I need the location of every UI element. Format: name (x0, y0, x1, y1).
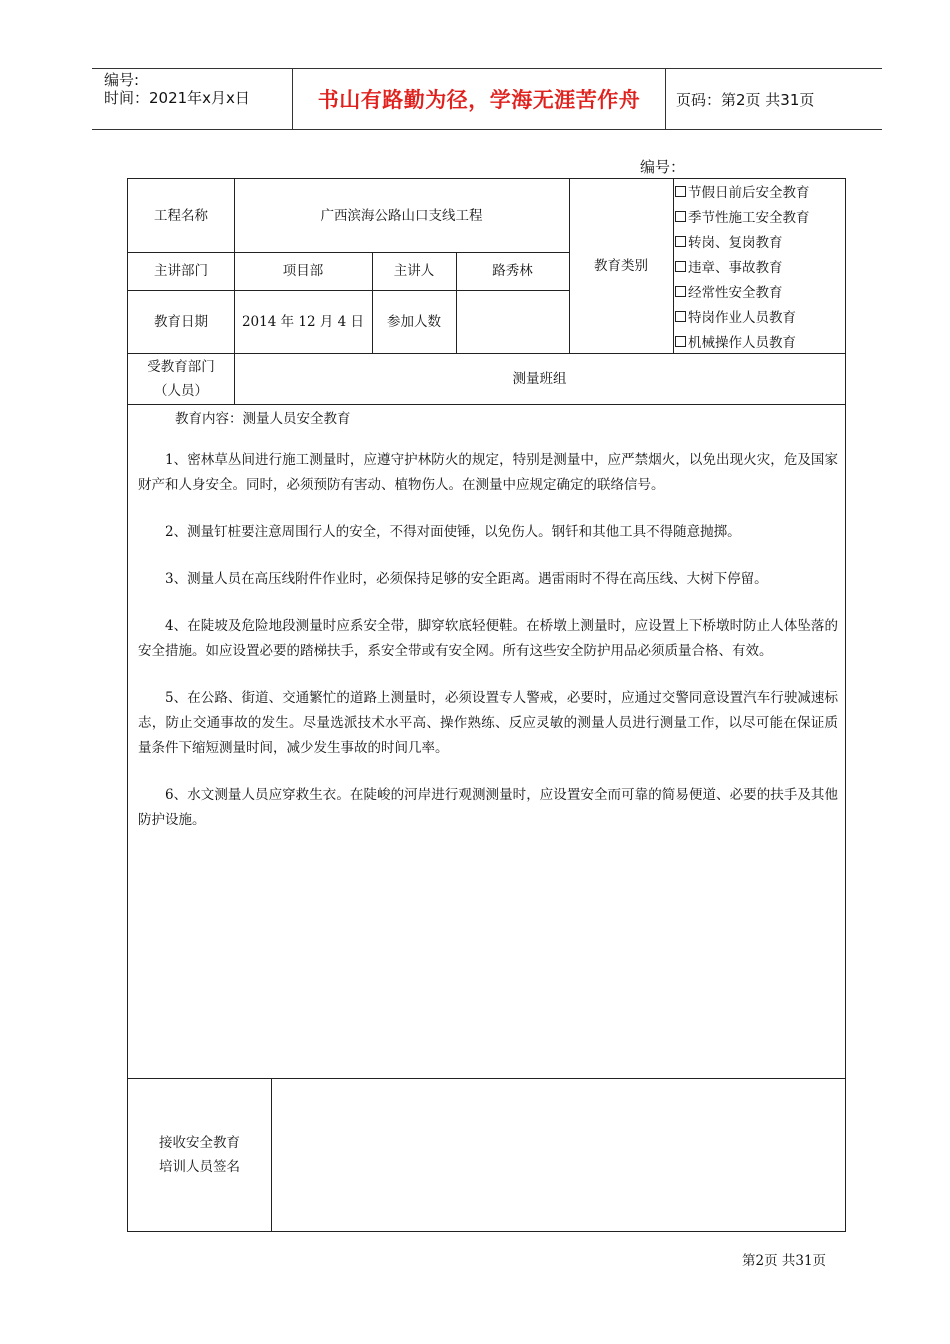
checkbox-icon[interactable] (675, 186, 686, 197)
lecturer-value: 路秀林 (492, 263, 533, 279)
grid-line (128, 404, 845, 405)
header-page-label: 页码：第2页 共31页 (676, 90, 815, 109)
trainee-department-label-line1: 受教育部门 (147, 358, 215, 375)
content-item: 1、密林草丛间进行施工测量时，应遵守护林防火的规定，特别是测量中，应严禁烟火，以免出现火灾，危及国家财产和人身安全。同时，必须预防有害动、植物伤人。在测量中应规定确定的联络信号。 (138, 452, 838, 493)
category-option-label: 经常性安全教育 (688, 285, 783, 301)
content-item: 2、测量钉桩要注意周围行人的安全，不得对面使锤，以免伤人。钢钎和其他工具不得随意抛掷。 (165, 524, 741, 540)
education-date-value: 2014 年 12 月 4 日 (241, 313, 365, 330)
header-meta (92, 69, 293, 129)
time-label: 时间：2021年x月x日 (104, 89, 250, 107)
signature-label-line2: 培训人员签名 (159, 1158, 240, 1175)
trainee-department-value: 测量班组 (512, 370, 567, 387)
category-option[interactable] (675, 281, 845, 306)
safety-education-form (127, 178, 846, 1232)
footer-page-label: 第2页 共31页 (742, 1253, 827, 1269)
header-motto-cell (293, 69, 666, 129)
checkbox-icon[interactable] (675, 286, 686, 297)
category-option-label: 违章、事故教育 (688, 260, 783, 276)
grid-line (673, 179, 674, 353)
signature-label-line1: 接收安全教育 (159, 1134, 240, 1151)
checkbox-icon[interactable] (675, 261, 686, 272)
category-option[interactable] (675, 181, 845, 206)
signature-label (128, 1078, 271, 1231)
page-header (92, 68, 882, 130)
category-option-label: 节假日前后安全教育 (688, 185, 810, 201)
doc-number-label: 编号: (104, 71, 140, 89)
education-content (138, 407, 838, 855)
category-option-label: 转岗、复岗教育 (688, 235, 783, 251)
category-option-label: 季节性施工安全教育 (688, 210, 810, 226)
signature-area[interactable] (271, 1078, 845, 1231)
content-intro: 教育内容：测量人员安全教育 (175, 411, 351, 427)
lecturer-label: 主讲人 (393, 263, 435, 279)
content-item: 4、在陡坡及危险地段测量时应系安全带，脚穿软底轻便鞋。在桥墩上测量时，应设置上下桥墩时防止人体坠落的安全措施。如应设置必要的踏梯扶手，系安全带或有安全网。所有这些安全防护用品必须质量合格、有效。 (138, 618, 838, 659)
category-option[interactable] (675, 306, 845, 331)
content-item: 5、在公路、街道、交通繁忙的道路上测量时，必须设置专人警戒，必要时，应通过交警同意设置汽车行驶减速标志，防止交通事故的发生。尽量选派技术水平高、操作熟练、反应灵敏的测量人员进行测量工作，以尽可能在保证质量条件下缩短测量时间，减少发生事故的时间几率。 (138, 690, 838, 756)
content-item: 6、水文测量人员应穿救生衣。在陡峻的河岸进行观测测量时，应设置安全而可靠的简易便道、必要的扶手及其他防护设施。 (138, 787, 838, 828)
project-name-value: 广西滨海公路山口支线工程 (320, 207, 483, 224)
category-option-label: 机械操作人员教育 (688, 335, 796, 351)
category-option[interactable] (675, 231, 845, 256)
project-name-label: 工程名称 (154, 207, 208, 224)
category-option[interactable] (675, 256, 845, 281)
category-checklist (675, 181, 845, 356)
department-label: 主讲部门 (154, 263, 208, 279)
checkbox-icon[interactable] (675, 236, 686, 247)
category-label: 教育类别 (594, 258, 648, 274)
department-value: 项目部 (282, 263, 324, 279)
attendees-value[interactable] (456, 290, 569, 353)
checkbox-icon[interactable] (675, 211, 686, 222)
category-option-label: 特岗作业人员教育 (688, 310, 796, 326)
content-item: 3、测量人员在高压线附件作业时，必须保持足够的安全距离。遇雷雨时不得在高压线、大树下停留。 (165, 571, 768, 587)
checkbox-icon[interactable] (675, 336, 686, 347)
trainee-department-label (128, 353, 234, 404)
serial-number-label: 编号： (640, 158, 686, 176)
trainee-department-label-line2: （人员） (154, 382, 208, 399)
education-date-label: 教育日期 (154, 313, 208, 330)
motto: 书山有路勤为径，学海无涯苦作舟 (317, 88, 641, 112)
header-page-cell (666, 69, 882, 129)
category-option[interactable] (675, 206, 845, 231)
checkbox-icon[interactable] (675, 311, 686, 322)
attendees-label: 参加人数 (387, 313, 441, 330)
